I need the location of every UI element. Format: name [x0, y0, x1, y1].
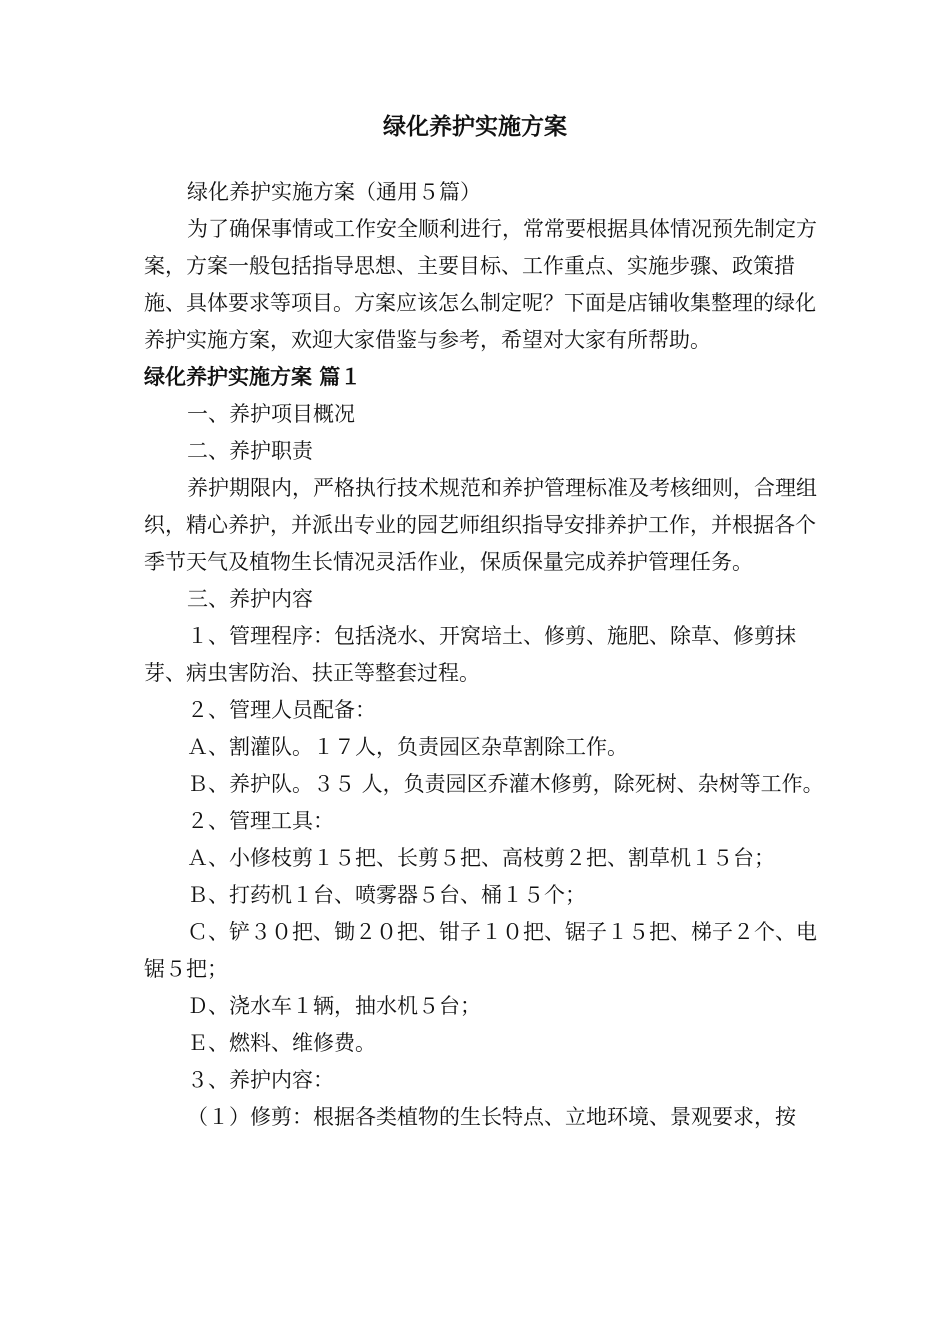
section-heading: 绿化养护实施方案 篇１ — [144, 365, 362, 389]
paragraph-intro: 为了确保事情或工作安全顺利进行，常常要根据具体情况预先制定方案，方案一般包括指导思想、主要目标、工作重点、实施步骤、政策措施、具体要求等项目。方案应该怎么制定呢？下面是店铺收集整理的绿化养护实施方案，欢迎大家借鉴与参考，希望对大家有所帮助。 — [144, 217, 817, 352]
document-title: 绿化养护实施方案 — [383, 114, 567, 140]
paragraph-management-procedure: １、管理程序：包括浇水、开窝培土、修剪、施肥、除草、修剪抹芽、病虫害防治、扶正等整套过程。 — [144, 624, 796, 685]
paragraph-tools-c: Ｃ、铲３０把、锄２０把、钳子１０把、锯子１５把、梯子２个、电锯５把； — [144, 920, 817, 981]
paragraph-item-duties: 二、养护职责 — [187, 439, 313, 463]
paragraph-pruning: （１）修剪：根据各类植物的生长特点、立地环境、景观要求，按 — [187, 1105, 796, 1129]
paragraph-tools-b: Ｂ、打药机１台、喷雾器５台、桶１５个； — [187, 883, 586, 907]
paragraph-staff-b: Ｂ、养护队。３５ 人，负责园区乔灌木修剪，除死树、杂树等工作。 — [187, 772, 824, 796]
paragraph-staffing: ２、管理人员配备： — [187, 698, 376, 722]
paragraph-tools-d: Ｄ、浇水车１辆，抽水机５台； — [187, 994, 481, 1018]
paragraph-duties-detail: 养护期限内，严格执行技术规范和养护管理标准及考核细则，合理组织，精心养护，并派出专业的园艺师组织指导安排养护工作，并根据各个季节天气及植物生长情况灵活作业，保质保量完成养护管理任务。 — [144, 476, 817, 574]
paragraph-staff-a: Ａ、割灌队。１７人，负责园区杂草割除工作。 — [187, 735, 628, 759]
paragraph-tools-a: Ａ、小修枝剪１５把、长剪５把、高枝剪２把、割草机１５台； — [187, 846, 775, 870]
paragraph-tools-e: Ｅ、燃料、维修费。 — [187, 1031, 376, 1055]
paragraph-subtitle: 绿化养护实施方案（通用５篇） — [187, 180, 481, 204]
paragraph-item-overview: 一、养护项目概况 — [187, 402, 355, 426]
paragraph-maintenance-content: ３、养护内容： — [187, 1068, 334, 1092]
paragraph-item-content: 三、养护内容 — [187, 587, 313, 611]
document-body — [144, 174, 824, 1136]
paragraph-tools: ２、管理工具： — [187, 809, 334, 833]
